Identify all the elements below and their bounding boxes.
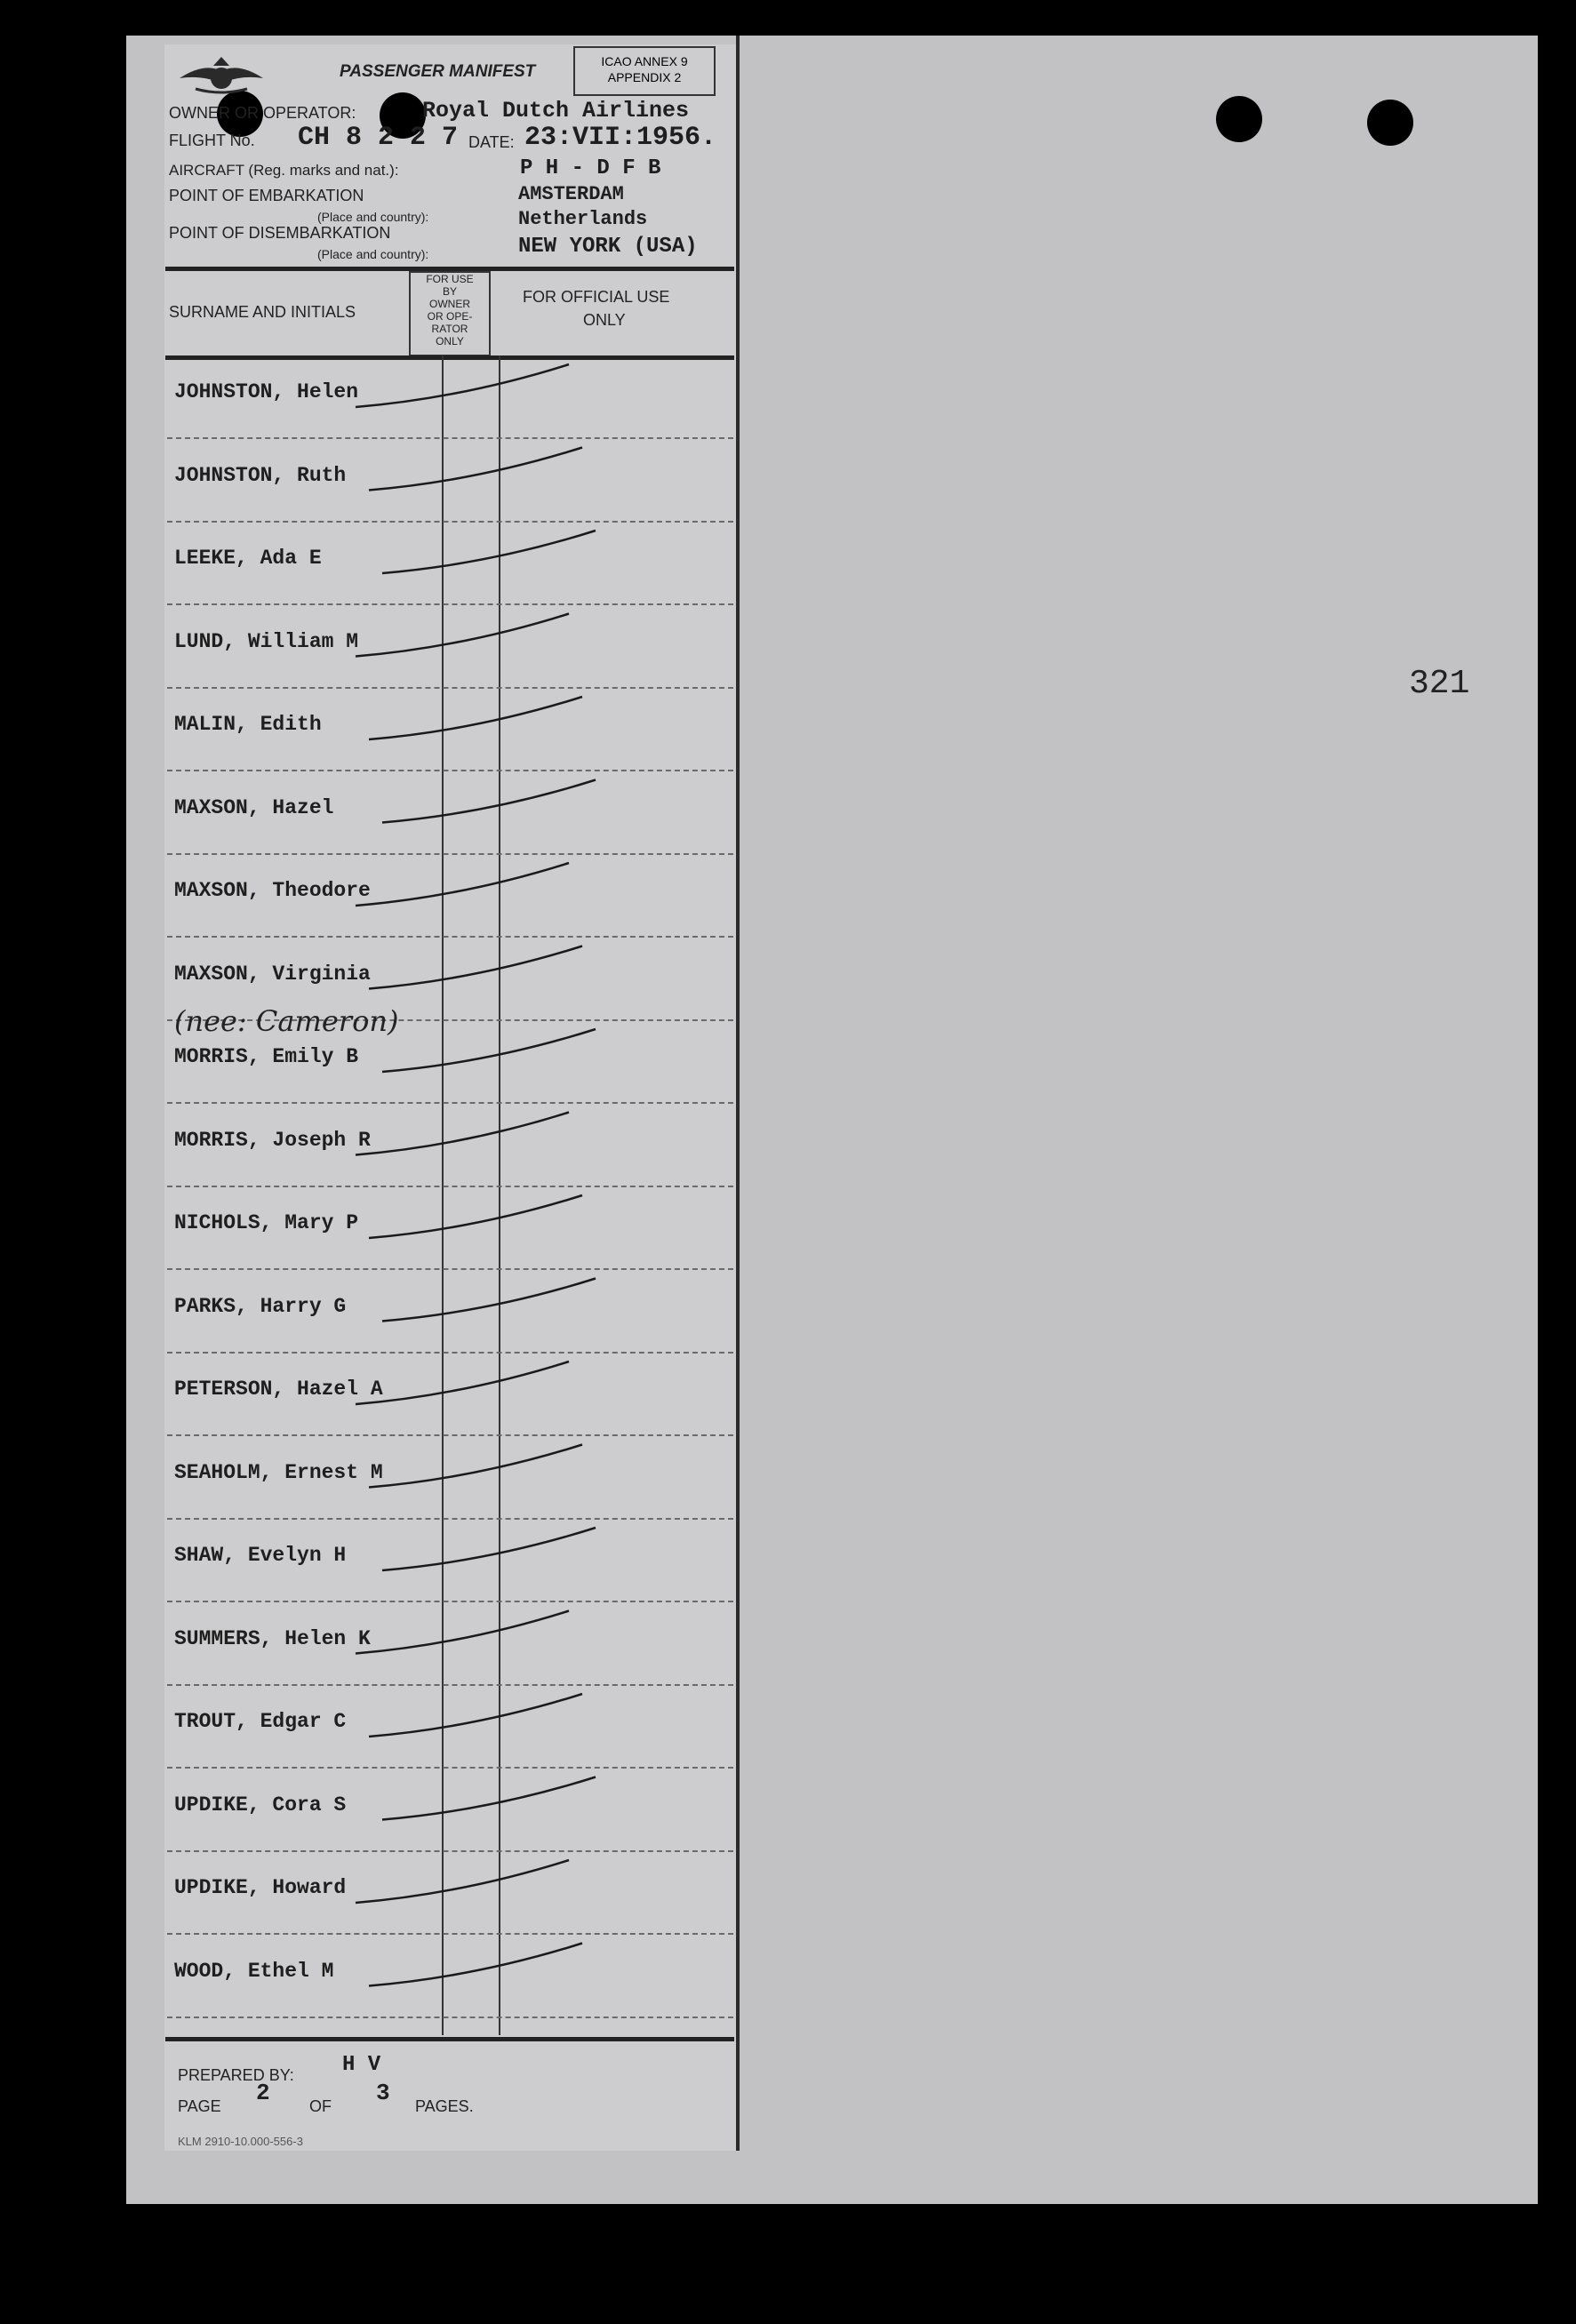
check-mark (356, 1611, 569, 1654)
passenger-name: UPDIKE, Cora S (174, 1793, 347, 1817)
check-mark (369, 448, 582, 491)
passenger-name: SHAW, Evelyn H (174, 1544, 347, 1567)
aircraft-label: AIRCRAFT (Reg. marks and nat.): (169, 162, 399, 179)
of-value: 3 (376, 2080, 390, 2106)
passenger-name: JOHNSTON, Helen (174, 380, 359, 403)
column-official-use: FOR OFFICIAL USE (523, 288, 670, 306)
check-mark (369, 946, 582, 989)
date-label: DATE: (468, 133, 515, 151)
owner-use-line: OWNER (429, 298, 470, 310)
owner-use-line: FOR USE (426, 273, 474, 285)
passenger-name: MAXSON, Virginia (174, 962, 371, 986)
flight-label: FLIGHT No. (169, 132, 255, 149)
check-mark (382, 1029, 596, 1072)
embarkation-country: Netherlands (518, 208, 648, 230)
passenger-name: MAXSON, Hazel (174, 795, 334, 819)
passenger-name: MORRIS, Joseph R (174, 1128, 371, 1152)
check-mark (382, 1279, 596, 1322)
annex-line-2: APPENDIX 2 (607, 70, 682, 84)
passenger-name: MAXSON, Theodore (174, 879, 371, 902)
owner-use-line: BY (442, 285, 457, 298)
page-value: 2 (256, 2080, 270, 2106)
passenger-name: SUMMERS, Helen K (174, 1626, 371, 1650)
owner-use-line: OR OPE- (427, 310, 473, 323)
passenger-name: MALIN, Edith (174, 713, 322, 736)
passenger-name: LUND, William M (174, 629, 359, 653)
check-mark (369, 1694, 582, 1737)
passenger-name: LEEKE, Ada E (174, 547, 322, 570)
page-label: PAGE (178, 2097, 221, 2115)
disembarkation-sub: (Place and country): (317, 247, 429, 261)
embarkation-value: AMSTERDAM (518, 183, 624, 205)
passenger-name: PARKS, Harry G (174, 1294, 347, 1318)
disembarkation-label: POINT OF DISEMBARKATION (169, 224, 391, 242)
disembarkation-value: NEW YORK (USA) (518, 235, 698, 259)
owner-value: Royal Dutch Airlines (422, 98, 690, 124)
check-mark (369, 1445, 582, 1488)
flight-value: CH 8 2 2 7 (298, 123, 459, 153)
prepared-by-value: H V (342, 2053, 381, 2077)
embarkation-sub: (Place and country): (317, 210, 429, 224)
check-mark (369, 1944, 582, 1986)
date-value: 23:VII:1956. (524, 123, 717, 153)
aircraft-value: P H - D F B (520, 156, 661, 180)
stamp-number: 321 (1409, 665, 1470, 703)
passenger-name: PETERSON, Hazel A (174, 1378, 383, 1401)
owner-label: OWNER OR OPERATOR: (169, 104, 356, 122)
check-mark (369, 697, 582, 739)
check-mark (356, 614, 569, 657)
passenger-name: MORRIS, Emily B (174, 1045, 359, 1068)
check-mark (382, 1528, 596, 1570)
maiden-name-annotation: (nee: Cameron) (174, 1004, 399, 1038)
check-mark (382, 1777, 596, 1820)
passenger-name: TROUT, Edgar C (174, 1710, 347, 1733)
check-mark (369, 1195, 582, 1238)
passenger-name: WOOD, Ethel M (174, 1959, 334, 1983)
passenger-name: UPDIKE, Howard (174, 1876, 347, 1899)
form-code: KLM 2910-10.000-556-3 (178, 2135, 303, 2148)
passenger-name: NICHOLS, Mary P (174, 1211, 359, 1234)
passenger-name: SEAHOLM, Ernest M (174, 1460, 383, 1484)
check-mark (356, 1860, 569, 1903)
owner-use-line: ONLY (436, 335, 464, 347)
annex-line-1: ICAO ANNEX 9 (601, 54, 688, 68)
check-mark (356, 1113, 569, 1155)
check-mark (382, 531, 596, 573)
column-official-use-2: ONLY (583, 311, 626, 329)
footer-rule (165, 2037, 734, 2041)
prepared-by-label: PREPARED BY: (178, 2066, 294, 2084)
column-surname: SURNAME AND INITIALS (169, 303, 356, 321)
embarkation-label: POINT OF EMBARKATION (169, 187, 364, 204)
check-mark (356, 863, 569, 906)
of-label: OF (309, 2097, 332, 2115)
passenger-name: JOHNSTON, Ruth (174, 463, 347, 487)
pages-label: PAGES. (415, 2097, 474, 2115)
check-mark (382, 780, 596, 823)
check-mark (356, 1362, 569, 1404)
check-mark (356, 364, 569, 407)
owner-use-line: RATOR (431, 323, 468, 335)
form-title: PASSENGER MANIFEST (340, 62, 536, 81)
